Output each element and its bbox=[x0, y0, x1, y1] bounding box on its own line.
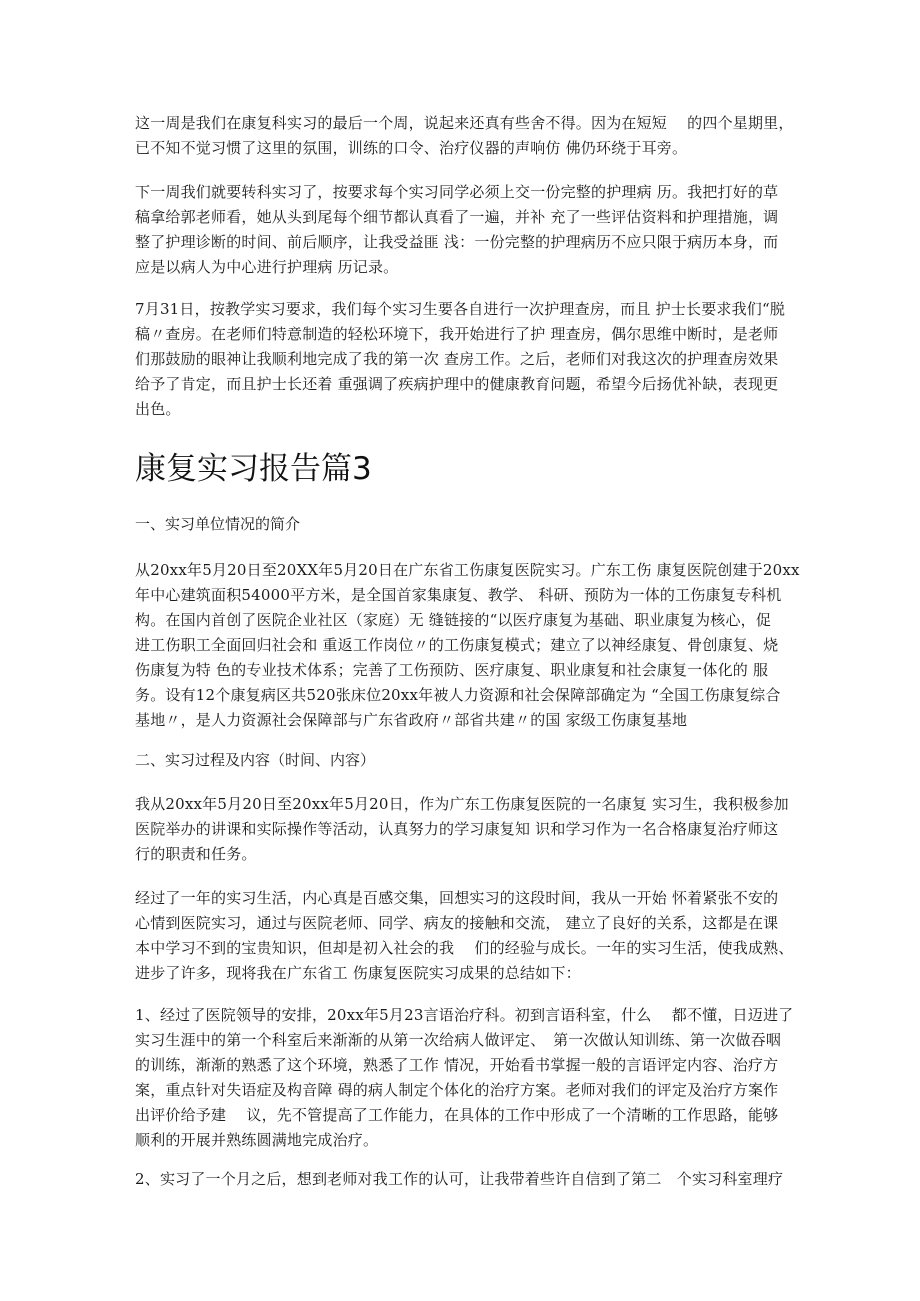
text-line: 出色。 bbox=[135, 400, 181, 418]
text-line: 下一周我们就要转科实习了，按要求每个实习同学必须上交一份完整的护理病 历。我把打好的草 bbox=[135, 183, 779, 201]
text-line: 实习生涯中的第一个科室后来渐渐的从第一次给病人做评定、 第一次做认知训练、第一次做吞咽 bbox=[135, 1031, 782, 1049]
section-2-title: 二、实习过程及内容（时间、内容） bbox=[135, 751, 376, 769]
section-2-paragraph-1 bbox=[135, 792, 800, 867]
text-line: 案，重点针对失语症及构音障 碍的病人制定个体化的治疗方案。老师对我们的评定及治疗方案作 bbox=[135, 1081, 779, 1099]
text-line: 进步了许多，现将我在广东省工 伤康复医院实习成果的总结如下： bbox=[135, 964, 581, 982]
text-line: 应是以病人为中心进行护理病 历记录。 bbox=[135, 258, 399, 276]
text-line: 稿拿给郭老师看，她从头到尾每个细节都认真看了一遍，并补 充了一些评估资料和护理措施，调 bbox=[135, 208, 779, 226]
section-1-paragraph bbox=[135, 558, 800, 733]
section-2-paragraph-3 bbox=[135, 1003, 800, 1153]
text-line: 2、实习了一个月之后，想到老师对我工作的认可，让我带着些许自信到了第二 个实习科室理疗 bbox=[135, 1170, 784, 1188]
section-2-paragraph-4 bbox=[135, 1167, 800, 1192]
text-line: 整了护理诊断的时间、前后顺序，让我受益匪 浅：一份完整的护理病历不应只限于病历本身，而 bbox=[135, 233, 779, 251]
text-line: 出评价给予建 议，先不管提高了工作能力，在具体的工作中形成了一个清晰的工作思路，能够 bbox=[135, 1106, 779, 1124]
text-line: 行的职责和任务。 bbox=[135, 845, 257, 863]
paragraph-3 bbox=[135, 297, 800, 422]
text-line: 们那鼓励的眼神让我顺利地完成了我的第一次 查房工作。之后，老师们对我这次的护理查房效果 bbox=[135, 350, 779, 368]
paragraph-1 bbox=[135, 111, 800, 161]
text-line: 7月31日，按教学实习要求，我们每个实习生要各自进行一次护理查房，而且 护士长要求我们“脱 bbox=[135, 300, 786, 318]
text-line: 本中学习不到的宝贵知识，但却是初入社会的我 们的经验与成长。一年的实习生活，使我成熟、 bbox=[135, 939, 794, 957]
text-line: 年中心建筑面积54000平方米，是全国首家集康复、教学、 科研、预防为一体的工伤康复专科机 bbox=[135, 586, 782, 604]
text-line: 基地〃，是人力资源社会保障部与广东省政府〃部省共建〃的国 家级工伤康复基地 bbox=[135, 711, 688, 729]
section-1-title: 一、实习单位情况的简介 bbox=[135, 515, 301, 533]
paragraph-2 bbox=[135, 180, 800, 280]
text-line: 稿〃查房。在老师们特意制造的轻松环境下，我开始进行了护 理查房，偶尔思维中断时，是老师 bbox=[135, 325, 779, 343]
section-2-paragraph-2 bbox=[135, 886, 800, 986]
text-line: 心情到医院实习，通过与医院老师、同学、病友的接触和交流， 建立了良好的关系，这都是在课 bbox=[135, 914, 779, 932]
text-line: 构。在国内首创了医院企业社区（家庭）无 缝链接的“以医疗康复为基础、职业康复为核心，促 bbox=[135, 611, 772, 629]
text-line: 顺利的开展并熟练圆满地完成治疗。 bbox=[135, 1131, 379, 1149]
text-line: 我从20xx年5月20日至20xx年5月20日，作为广东工伤康复医院的一名康复 实习生，我积极参加 bbox=[135, 795, 789, 813]
text-line: 伤康复为特 色的专业技术体系；完善了工伤预防、医疗康复、职业康复和社会康复一体化的 服 bbox=[135, 661, 769, 679]
text-line: 1、经过了医院领导的安排，20xx年5月23言语治疗科。初到言语科室，什么 都不懂，日迈进了 bbox=[135, 1006, 794, 1024]
text-line: 经过了一年的实习生活，内心真是百感交集，回想实习的这段时间，我从一开始 怀着紧张不安的 bbox=[135, 889, 779, 907]
text-line: 已不知不觉习惯了这里的氛围，训练的口令、治疗仪器的声响仿 佛仍环绕于耳旁。 bbox=[135, 139, 688, 157]
text-line: 医院举办的讲课和实际操作等活动，认真努力的学习康复知 识和学习作为一名合格康复治疗师这 bbox=[135, 820, 779, 838]
text-line: 的训练，渐渐的熟悉了这个环境，熟悉了工作 情况，开始看书掌握一般的言语评定内容、治疗方 bbox=[135, 1056, 779, 1074]
text-line: 进工伤职工全面回归社会和 重返工作岗位〃的工伤康复模式；建立了以神经康复、骨创康复、烧 bbox=[135, 636, 779, 654]
text-line: 从20xx年5月20日至20XX年5月20日在广东省工伤康复医院实习。广东工伤 康复医院创建于20xx bbox=[135, 561, 800, 579]
text-line: 给予了肯定，而且护士长还着 重强调了疾病护理中的健康教育问题，希望今后扬优补缺，表现更 bbox=[135, 375, 779, 393]
text-line: 这一周是我们在康复科实习的最后一个周，说起来还真有些舍不得。因为在短短 的四个星期里， bbox=[135, 114, 794, 132]
text-line: 务。设有12个康复病区共520张床位20xx年被人力资源和社会保障部确定为 “全国工伤康复综合 bbox=[135, 686, 781, 704]
section-heading: 康复实习报告篇3 bbox=[135, 451, 372, 487]
